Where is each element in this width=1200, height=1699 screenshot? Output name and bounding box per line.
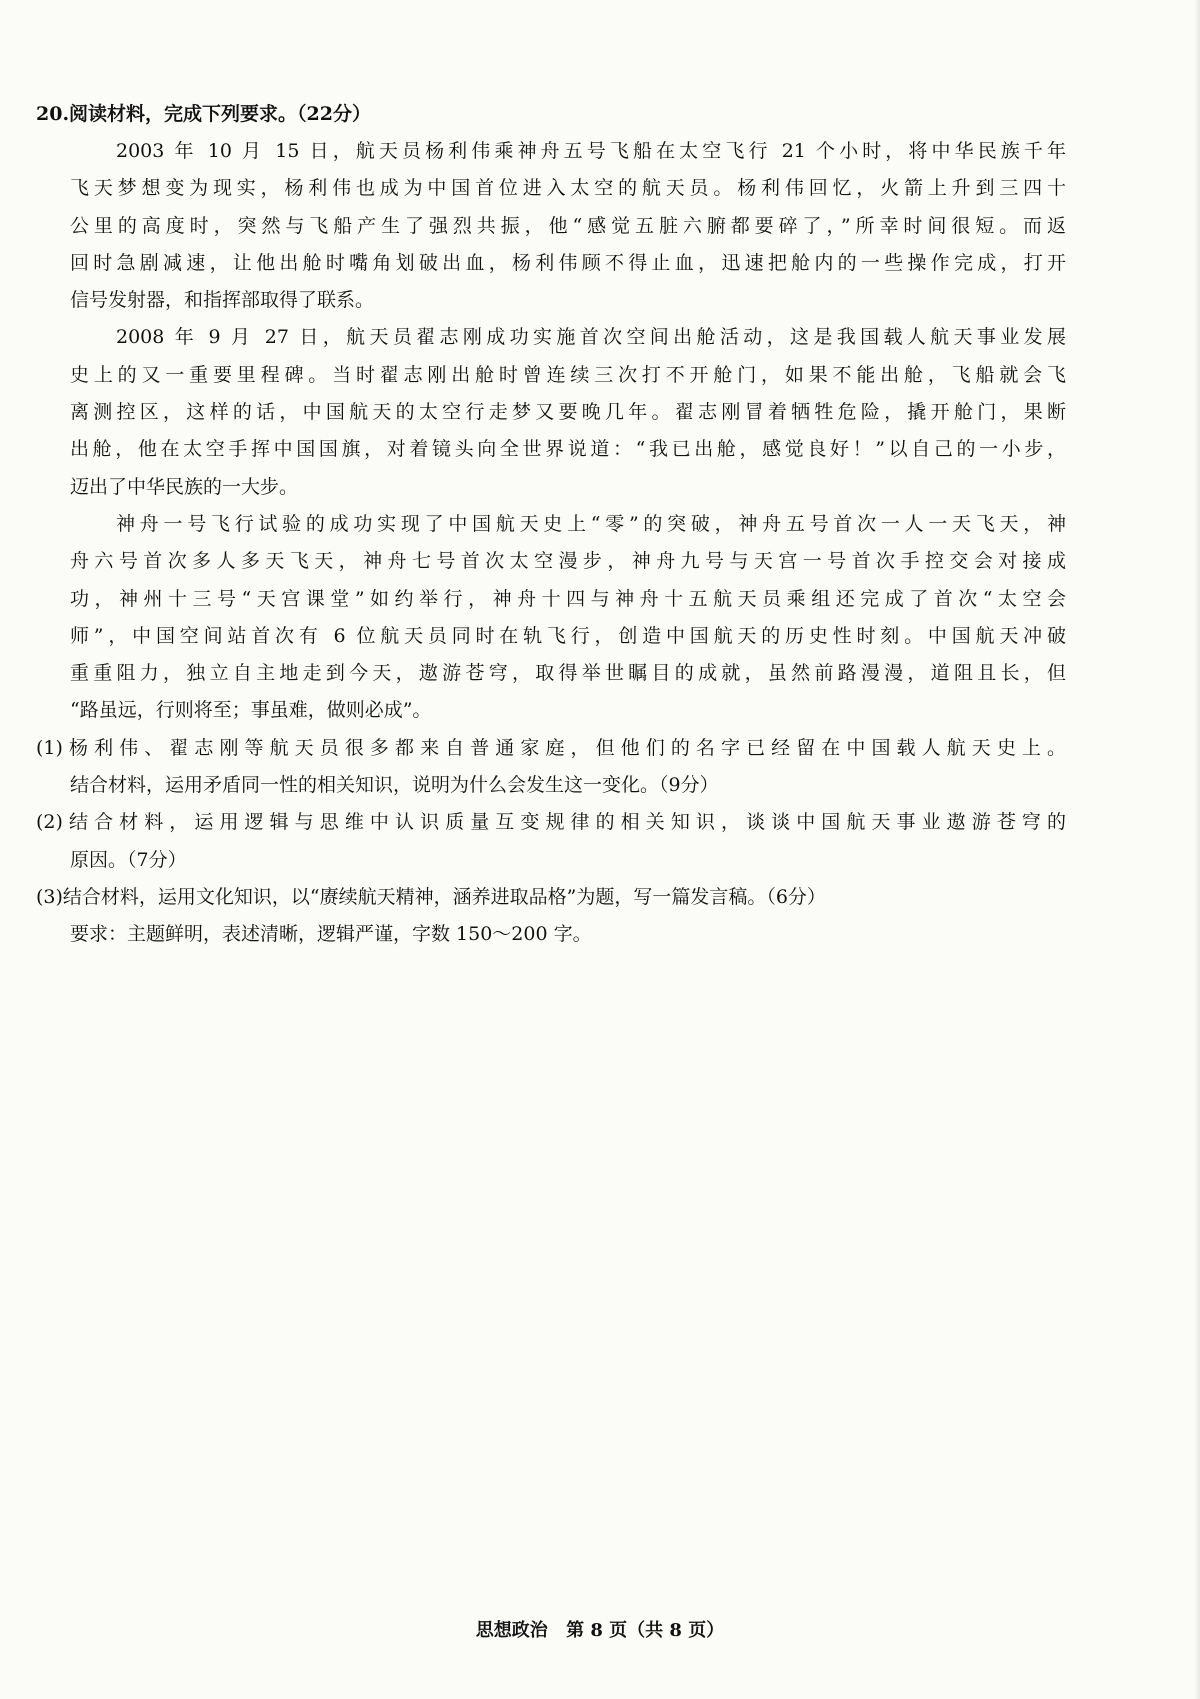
- text-line: 2003 年 10 月 15 日，航天员杨利伟乘神舟五号飞船在太空飞行 21 个小时，将中华民族千年: [116, 140, 1066, 162]
- text-line: 2008 年 9 月 27 日，航天员翟志刚成功实施首次空间出舱活动，这是我国载人航天事业发展: [116, 326, 1066, 349]
- question-20: [36, 96, 1066, 954]
- footer-subject: 思想政治: [475, 1620, 548, 1641]
- subquestion-line: (3)结合材料，运用文化知识，以“赓续航天精神，涵养进取品格”为题，写一篇发言稿。（6分）: [36, 885, 826, 908]
- subquestion-line: (1)杨利伟、翟志刚等航天员很多都来自普通家庭，但他们的名字已经留在中国载人航天史上。: [36, 736, 1066, 759]
- text-line: “路虽远，行则将至；事虽难，做则必成”。: [70, 699, 432, 722]
- subquestion-1: [36, 730, 1066, 805]
- text-line: 公里的高度时，突然与飞船产生了强烈共振，他“感觉五脏六腑都要碎了，”所幸时间很短。而返: [70, 214, 1066, 237]
- scan-edge-shadow: [1194, 0, 1200, 1699]
- subquestion-line: 原因。（7分）: [70, 848, 187, 871]
- text-line: 回时急剧减速，让他出舱时嘴角划破出血，杨利伟顾不得止血，迅速把舱内的一些操作完成，打开: [70, 251, 1066, 274]
- page-footer: [0, 1616, 1200, 1642]
- text-line: 师”，中国空间站首次有 6 位航天员同时在轨飞行，创造中国航天的历史性时刻。中国航天冲破: [70, 624, 1066, 647]
- text-line: 神舟一号飞行试验的成功实现了中国航天史上“零”的突破，神舟五号首次一人一天飞天，神: [116, 512, 1066, 535]
- text-line: 信号发射器，和指挥部取得了联系。: [70, 289, 375, 312]
- text-line: 离测控区，这样的话，中国航天的太空行走梦又要晚几年。翟志刚冒着牺牲危险，撬开舱门，果断: [70, 401, 1066, 424]
- subquestion-line: 要求：主题鲜明，表述清晰，逻辑严谨，字数 150～200 字。: [70, 923, 592, 946]
- text-line: 重重阻力，独立自主地走到今天，遨游苍穹，取得举世瞩目的成就，虽然前路漫漫，道阻且长，但: [70, 662, 1066, 685]
- material-paragraph-1: [36, 133, 1066, 319]
- text-line: 史上的又一重要里程碑。当时翟志刚出舱时曾连续三次打不开舱门，如果不能出舱，飞船就会飞: [70, 363, 1066, 386]
- subquestion-3: [36, 879, 1066, 954]
- subquestion-line: 结合材料，运用矛盾同一性的相关知识，说明为什么会发生这一变化。（9分）: [70, 774, 719, 797]
- material-paragraph-2: [36, 319, 1066, 505]
- subquestion-line: (2)结合材料，运用逻辑与思维中认识质量互变规律的相关知识，谈谈中国航天事业遨游苍穹的: [36, 811, 1066, 834]
- subquestion-2: [36, 804, 1066, 879]
- question-header: 20.阅读材料，完成下列要求。（22分）: [36, 103, 371, 125]
- footer-page-number: 第 8 页（共 8 页）: [566, 1620, 725, 1641]
- text-line: 迈出了中华民族的一大步。: [70, 475, 299, 498]
- text-line: 功，神州十三号“天宫课堂”如约举行，神舟十四与神舟十五航天员乘组还完成了首次“太空会: [70, 587, 1066, 610]
- text-line: 飞天梦想变为现实，杨利伟也成为中国首位进入太空的航天员。杨利伟回忆，火箭上升到三四十: [70, 177, 1066, 200]
- text-line: 舟六号首次多人多天飞天，神舟七号首次太空漫步，神舟九号与天宫一号首次手控交会对接成: [70, 550, 1066, 573]
- material-paragraph-3: [36, 506, 1066, 730]
- text-line: 出舱，他在太空手挥中国国旗，对着镜头向全世界说道：“我已出舱，感觉良好！”以自己的一小步，: [70, 438, 1066, 461]
